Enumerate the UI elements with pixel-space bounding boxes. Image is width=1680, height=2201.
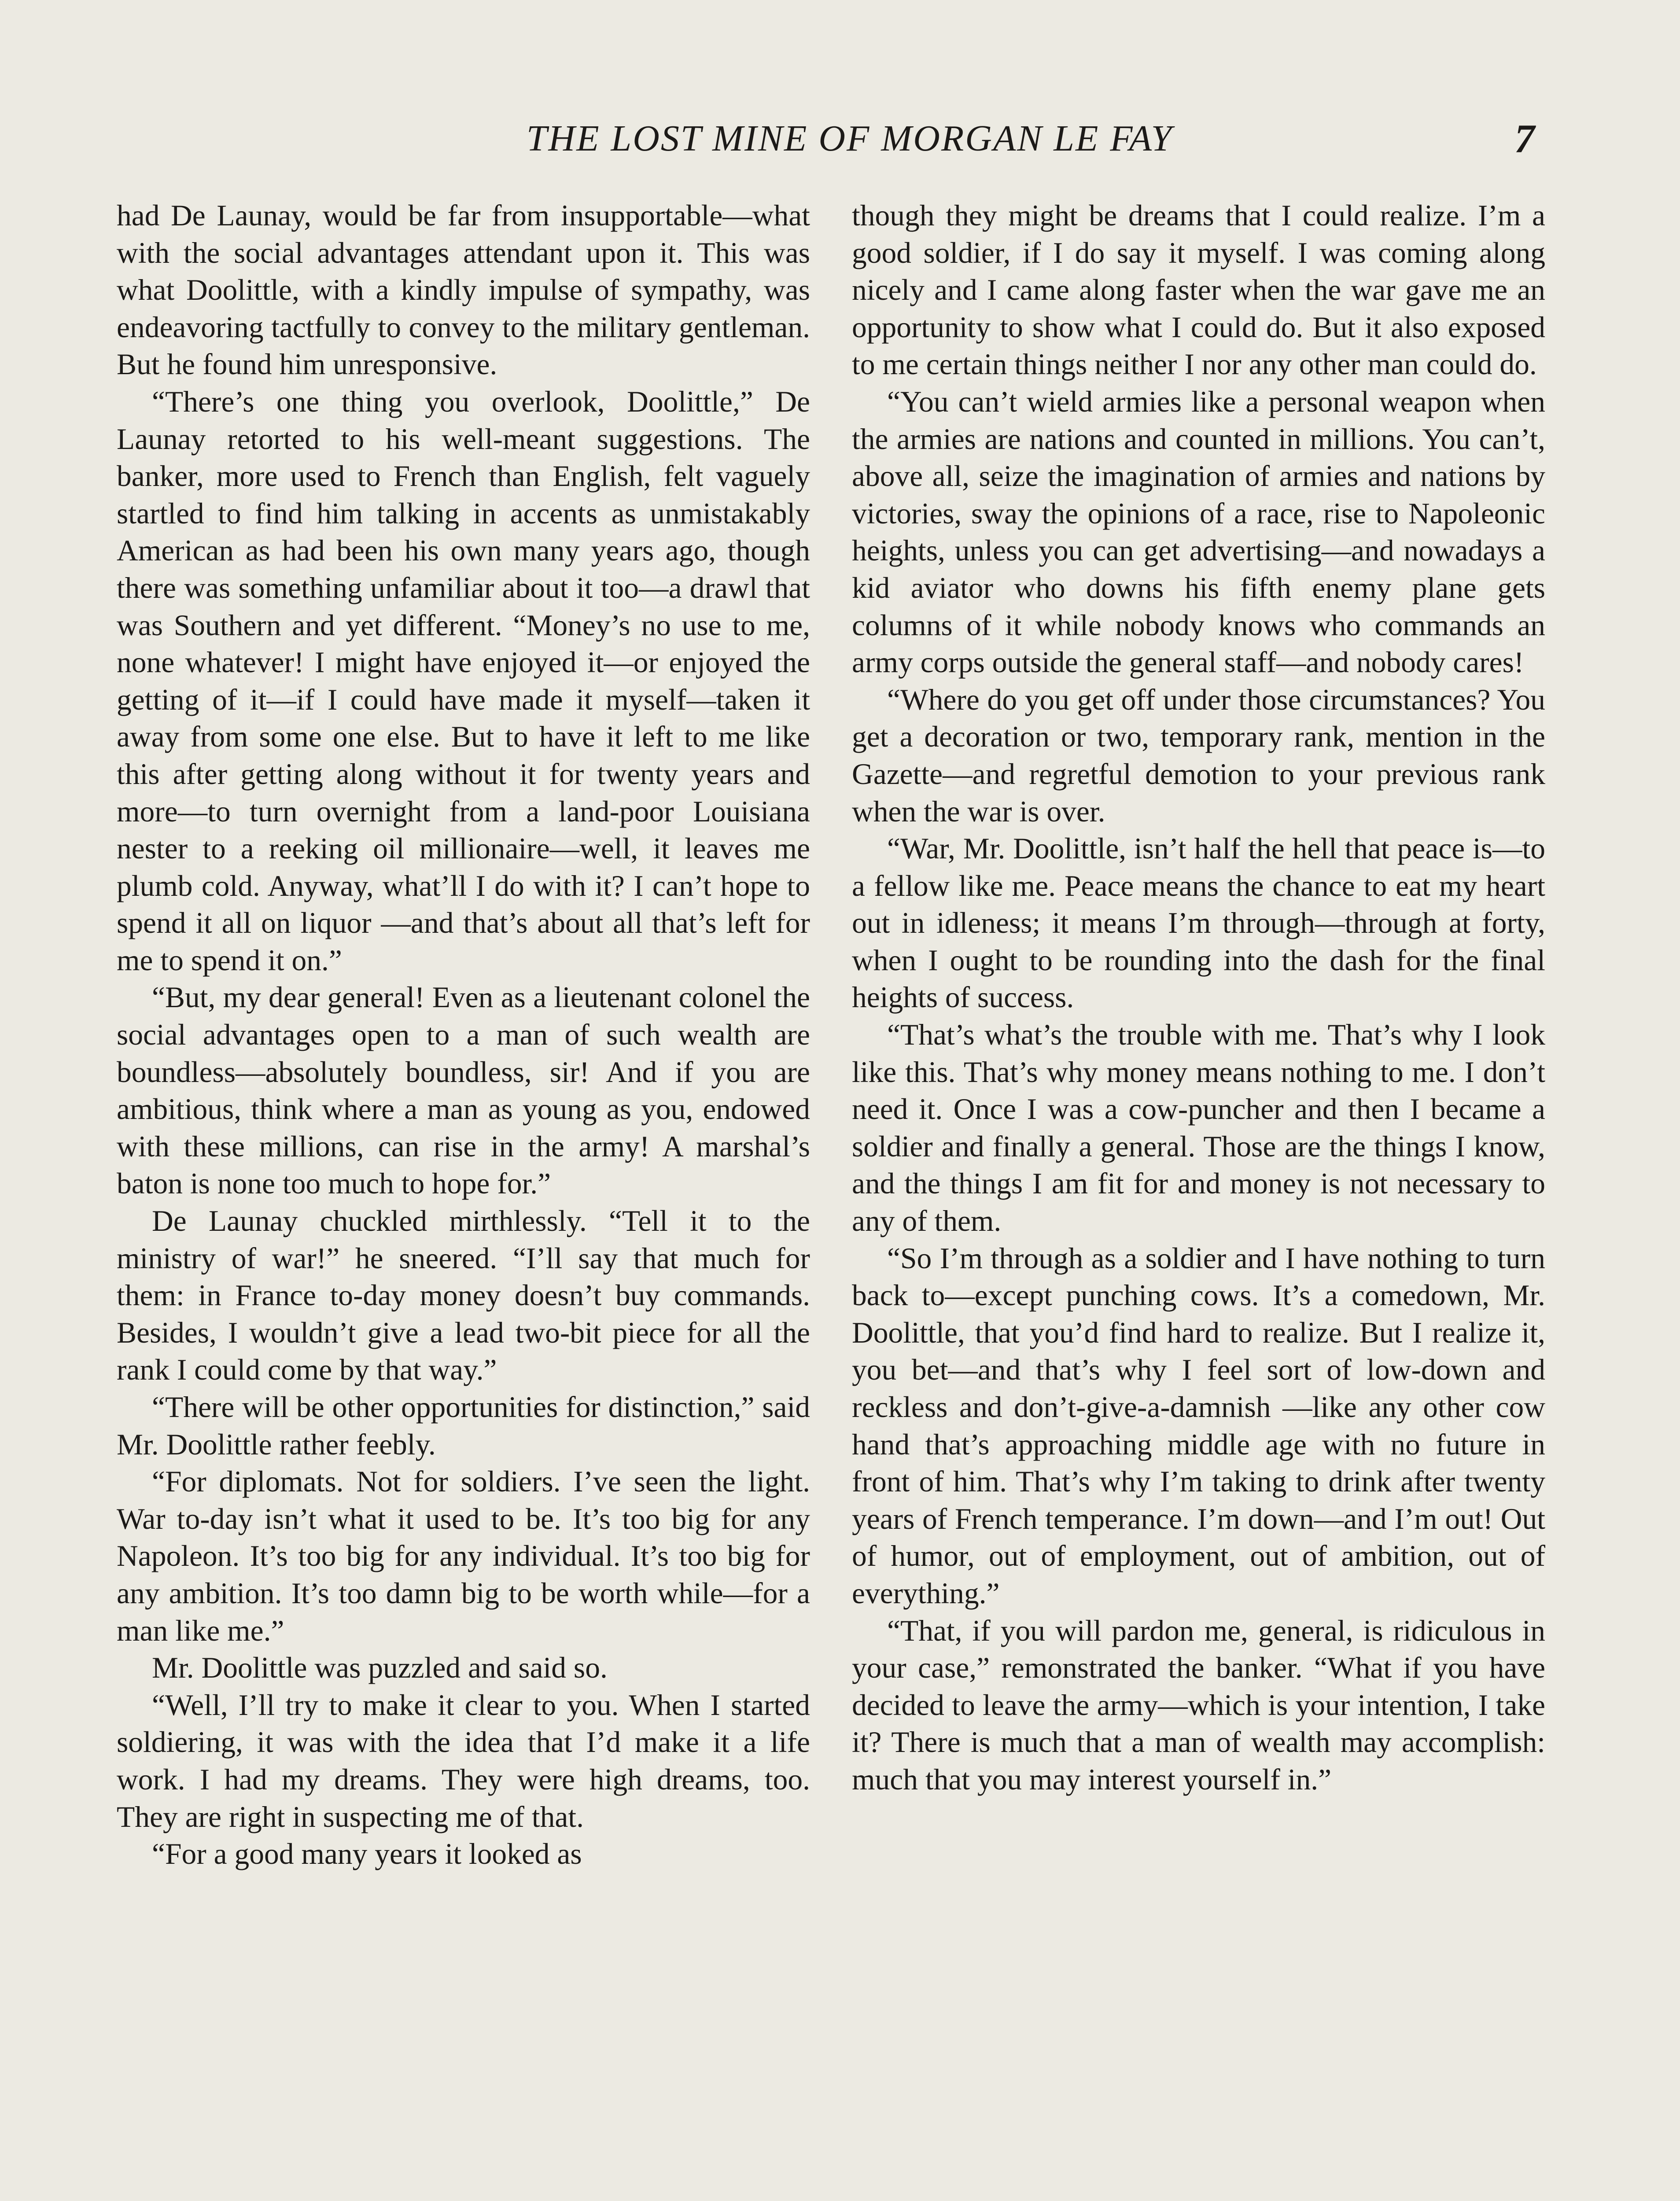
- paragraph: “For a good many years it looked as: [152, 1837, 582, 1871]
- paragraph: “Where do you get off under those circumstances? You get a decoration or two, temporary rank, mention in the Gazette—and regretful demotion to your previous rank when the war is over.: [852, 683, 1545, 828]
- right-column: [852, 197, 1545, 1799]
- paragraph: had De Launay, would be far from insupportable—what with the social advantages attendant upon it. This was what Doolittle, with a kindly impulse of sympathy, was endeavoring tactfully to convey to the military gentleman. But he found him unresponsive.: [117, 199, 810, 381]
- paragraph: “But, my dear general! Even as a lieutenant colonel the social advantages open to a man of such wealth are boundless—absolutely boundless, sir! And if you are ambitious, think where a man as young as you, endowed with these millions, can rise in the army! A marshal’s baton is none too much to hope for.”: [117, 981, 810, 1200]
- paragraph: though they might be dreams that I could realize. I’m a good soldier, if I do say it myself. I was coming along nicely and I came along faster when the war gave me an opportunity to show what I could do. But it also exposed to me certain things neither I nor any other man could do.: [852, 199, 1545, 381]
- paragraph: “War, Mr. Doolittle, isn’t half the hell that peace is—to a fellow like me. Peace means the chance to eat my heart out in idleness; it means I’m through—through at forty, when I ought to be rounding into the dash for the final heights of success.: [852, 832, 1545, 1014]
- paragraph: “So I’m through as a soldier and I have nothing to turn back to—except punching cows. It’s a comedown, Mr. Doolittle, that you’d find hard to realize. But I realize it, you bet—and that’s why I feel sort of low-down and reckless and don’t-give-a-damnish —like any other cow hand that’s approaching middle age with no future in front of him. That’s why I’m taking to drink after twenty years of French temperance. I’m down—and I’m out! Out of humor, out of employment, out of ambition, out of everything.”: [852, 1241, 1545, 1610]
- paragraph: “You can’t wield armies like a personal weapon when the armies are nations and counted in millions. You can’t, above all, seize the imagination of armies and nations by victories, sway the opinions of a race, rise to Napoleonic heights, unless you can get advertising—and nowadays a kid aviator who downs his fifth enemy plane gets columns of it while nobody knows who commands an army corps outside the general staff—and nobody cares!: [852, 385, 1545, 679]
- page-header: [0, 110, 1680, 163]
- paragraph: “For diplomats. Not for soldiers. I’ve seen the light. War to-day isn’t what it used to be. It’s too big for any Napoleon. It’s too big for any individual. It’s too big for any ambition. It’s too damn big to be worth while—for a man like me.”: [117, 1465, 810, 1647]
- left-column: [117, 197, 810, 1873]
- paragraph: “That’s what’s the trouble with me. That’s why I look like this. That’s why money means nothing to me. I don’t need it. Once I was a cow-puncher and then I became a soldier and finally a general. Those are the things I know, and the things I am fit for and money is not necessary to any of them.: [852, 1018, 1545, 1238]
- paragraph: “That, if you will pardon me, general, is ridiculous in your case,” remonstrated the banker. “What if you have decided to leave the army—which is your intention, I take it? There is much that a man of wealth may accomplish: much that you may interest yourself in.”: [852, 1614, 1545, 1796]
- paragraph: De Launay chuckled mirthlessly. “Tell it to the ministry of war!” he sneered. “I’ll say that much for them: in France to-day money doesn’t buy commands. Besides, I wouldn’t give a lead two-bit piece for all the rank I could come by that way.”: [117, 1204, 810, 1387]
- paragraph: “There will be other opportunities for distinction,” said Mr. Doolittle rather feebly.: [117, 1391, 810, 1461]
- page-number: 7: [1514, 116, 1535, 161]
- paragraph: “Well, I’ll try to make it clear to you. When I started soldiering, it was with the idea that I’d make it a life work. I had my dreams. They were high dreams, too. They are right in suspecting me of that.: [117, 1688, 810, 1833]
- paragraph: Mr. Doolittle was puzzled and said so.: [152, 1651, 608, 1685]
- paragraph: “There’s one thing you overlook, Doolittle,” De Launay retorted to his well-meant suggestions. The banker, more used to French than English, felt vaguely startled to find him talking in accents as unmistakably American as had been his own many years ago, though there was something unfamiliar about it too—a drawl that was Southern and yet different. “Money’s no use to me, none whatever! I might have enjoyed it—or enjoyed the getting of it—if I could have made it myself—taken it away from some one else. But to have it left to me like this after getting along without it for twenty years and more—to turn overnight from a land-poor Louisiana nester to a reeking oil millionaire—well, it leaves me plumb cold. Anyway, what’ll I do with it? I can’t hope to spend it all on liquor —and that’s about all that’s left for me to spend it on.”: [117, 385, 810, 977]
- running-title: THE LOST MINE OF MORGAN LE FAY: [526, 118, 1173, 159]
